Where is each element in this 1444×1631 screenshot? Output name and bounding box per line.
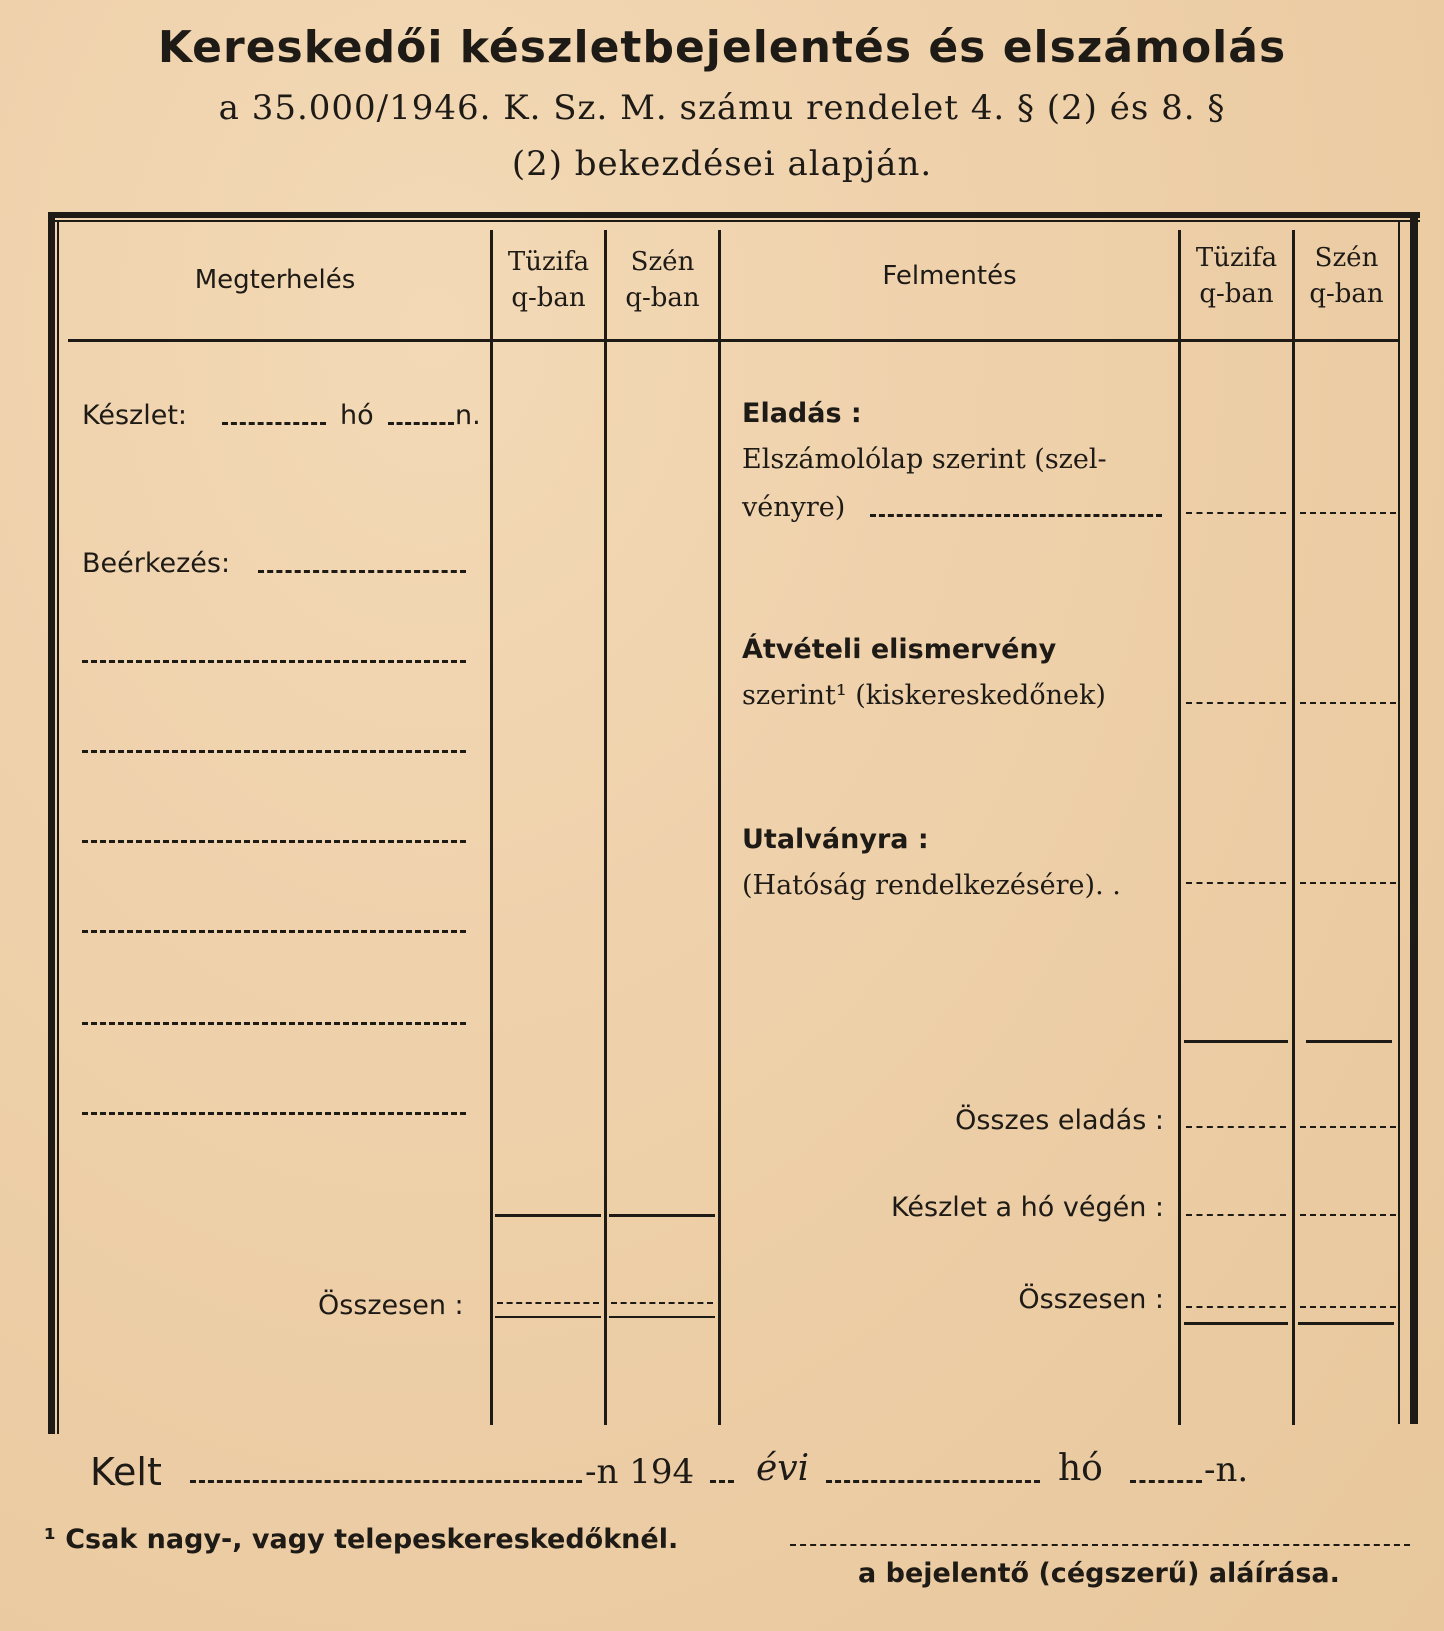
signature-caption: a bejelentő (cégszerű) aláírása. xyxy=(858,1558,1340,1589)
elszamolo-line-2: vényre) xyxy=(742,492,846,523)
header-tuzifa-right: Tüzifa xyxy=(1195,243,1278,273)
header-unit-tuzifa-right: q-ban xyxy=(1199,279,1274,309)
kelt-n194: -n 194 xyxy=(585,1452,695,1492)
header-unit-szen-right: q-ban xyxy=(1309,279,1384,309)
footnote: ¹ Csak nagy-, vagy telepeskereskedőknél. xyxy=(44,1524,679,1555)
header-felmentes: Felmentés xyxy=(882,261,1017,291)
kelt-evi: évi xyxy=(756,1448,810,1489)
osszesen-tuzifa-left-blank xyxy=(497,1302,599,1304)
keszlet-vegen-label: Készlet a hó végén : xyxy=(891,1192,1164,1223)
kelt-day-blank xyxy=(1130,1480,1202,1483)
atveteli-tuzifa-blank xyxy=(1186,702,1286,704)
keszlet-label: Készlet: xyxy=(82,400,188,431)
elszamolo-szen-blank xyxy=(1300,512,1396,514)
atveteli-line-1: Átvételi elismervény xyxy=(742,634,1057,665)
entry-line xyxy=(82,750,466,753)
keszlet-ho: hó xyxy=(340,400,374,431)
osszesen-tuzifa-right-blank xyxy=(1186,1306,1286,1308)
osszes-eladas-label: Összes eladás : xyxy=(955,1105,1164,1136)
entry-line xyxy=(82,1022,466,1025)
osszes-eladas-szen-blank xyxy=(1300,1126,1396,1128)
header-megterheles: Megterhelés xyxy=(194,265,356,295)
keszlet-date-blank xyxy=(222,422,326,425)
beerkezes-blank xyxy=(258,570,466,573)
entry-line xyxy=(82,840,466,843)
osszesen-szen-left-blank xyxy=(611,1302,713,1304)
elszamolo-leader xyxy=(870,514,1162,517)
kelt-place-blank xyxy=(190,1480,582,1483)
kelt-ho: hó xyxy=(1058,1448,1103,1489)
entry-line xyxy=(82,660,466,663)
header-unit-szen-left: q-ban xyxy=(625,283,700,313)
osszesen-left-label: Összesen : xyxy=(318,1290,464,1321)
osszes-eladas-tuzifa-blank xyxy=(1186,1126,1286,1128)
header-unit-tuzifa-left: q-ban xyxy=(511,283,586,313)
entry-line xyxy=(82,1112,466,1115)
osszesen-szen-right-blank xyxy=(1300,1306,1396,1308)
osszesen-right-label: Összesen : xyxy=(1018,1284,1164,1315)
keszlet-vegen-tuzifa-blank xyxy=(1186,1214,1286,1216)
kelt-label: Kelt xyxy=(90,1450,162,1494)
kelt-year-blank xyxy=(710,1480,734,1483)
keszlet-day-blank xyxy=(388,422,454,425)
elszamolo-tuzifa-blank xyxy=(1186,512,1286,514)
kelt-n: -n. xyxy=(1204,1450,1249,1490)
beerkezes-label: Beérkezés: xyxy=(82,548,231,579)
elszamolo-line-1: Elszámolólap szerint (szel- xyxy=(742,444,1107,475)
keszlet-vegen-szen-blank xyxy=(1300,1214,1396,1216)
entry-line xyxy=(82,930,466,933)
utalvany-line-2: (Hatóság rendelkezésére). . xyxy=(742,870,1121,901)
keszlet-n: n. xyxy=(455,400,481,431)
utalvany-tuzifa-blank xyxy=(1186,882,1286,884)
header-szen-left: Szén xyxy=(630,247,695,277)
utalvany-szen-blank xyxy=(1300,882,1396,884)
atveteli-szen-blank xyxy=(1300,702,1396,704)
header-szen-right: Szén xyxy=(1314,243,1379,273)
subtitle-line-2: (2) bekezdései alapján. xyxy=(511,144,933,184)
document-title: Kereskedői készletbejelentés és elszámolás xyxy=(157,22,1287,73)
eladas-label: Eladás : xyxy=(742,398,862,429)
utalvany-line-1: Utalványra : xyxy=(742,824,929,855)
signature-line xyxy=(790,1544,1410,1546)
kelt-month-blank xyxy=(826,1480,1040,1483)
subtitle-line-1: a 35.000/1946. K. Sz. M. számu rendelet 4. § (2) és 8. § xyxy=(218,88,1226,128)
header-tuzifa-left: Tüzifa xyxy=(507,247,590,277)
atveteli-line-2: szerint¹ (kiskereskedőnek) xyxy=(742,680,1106,711)
